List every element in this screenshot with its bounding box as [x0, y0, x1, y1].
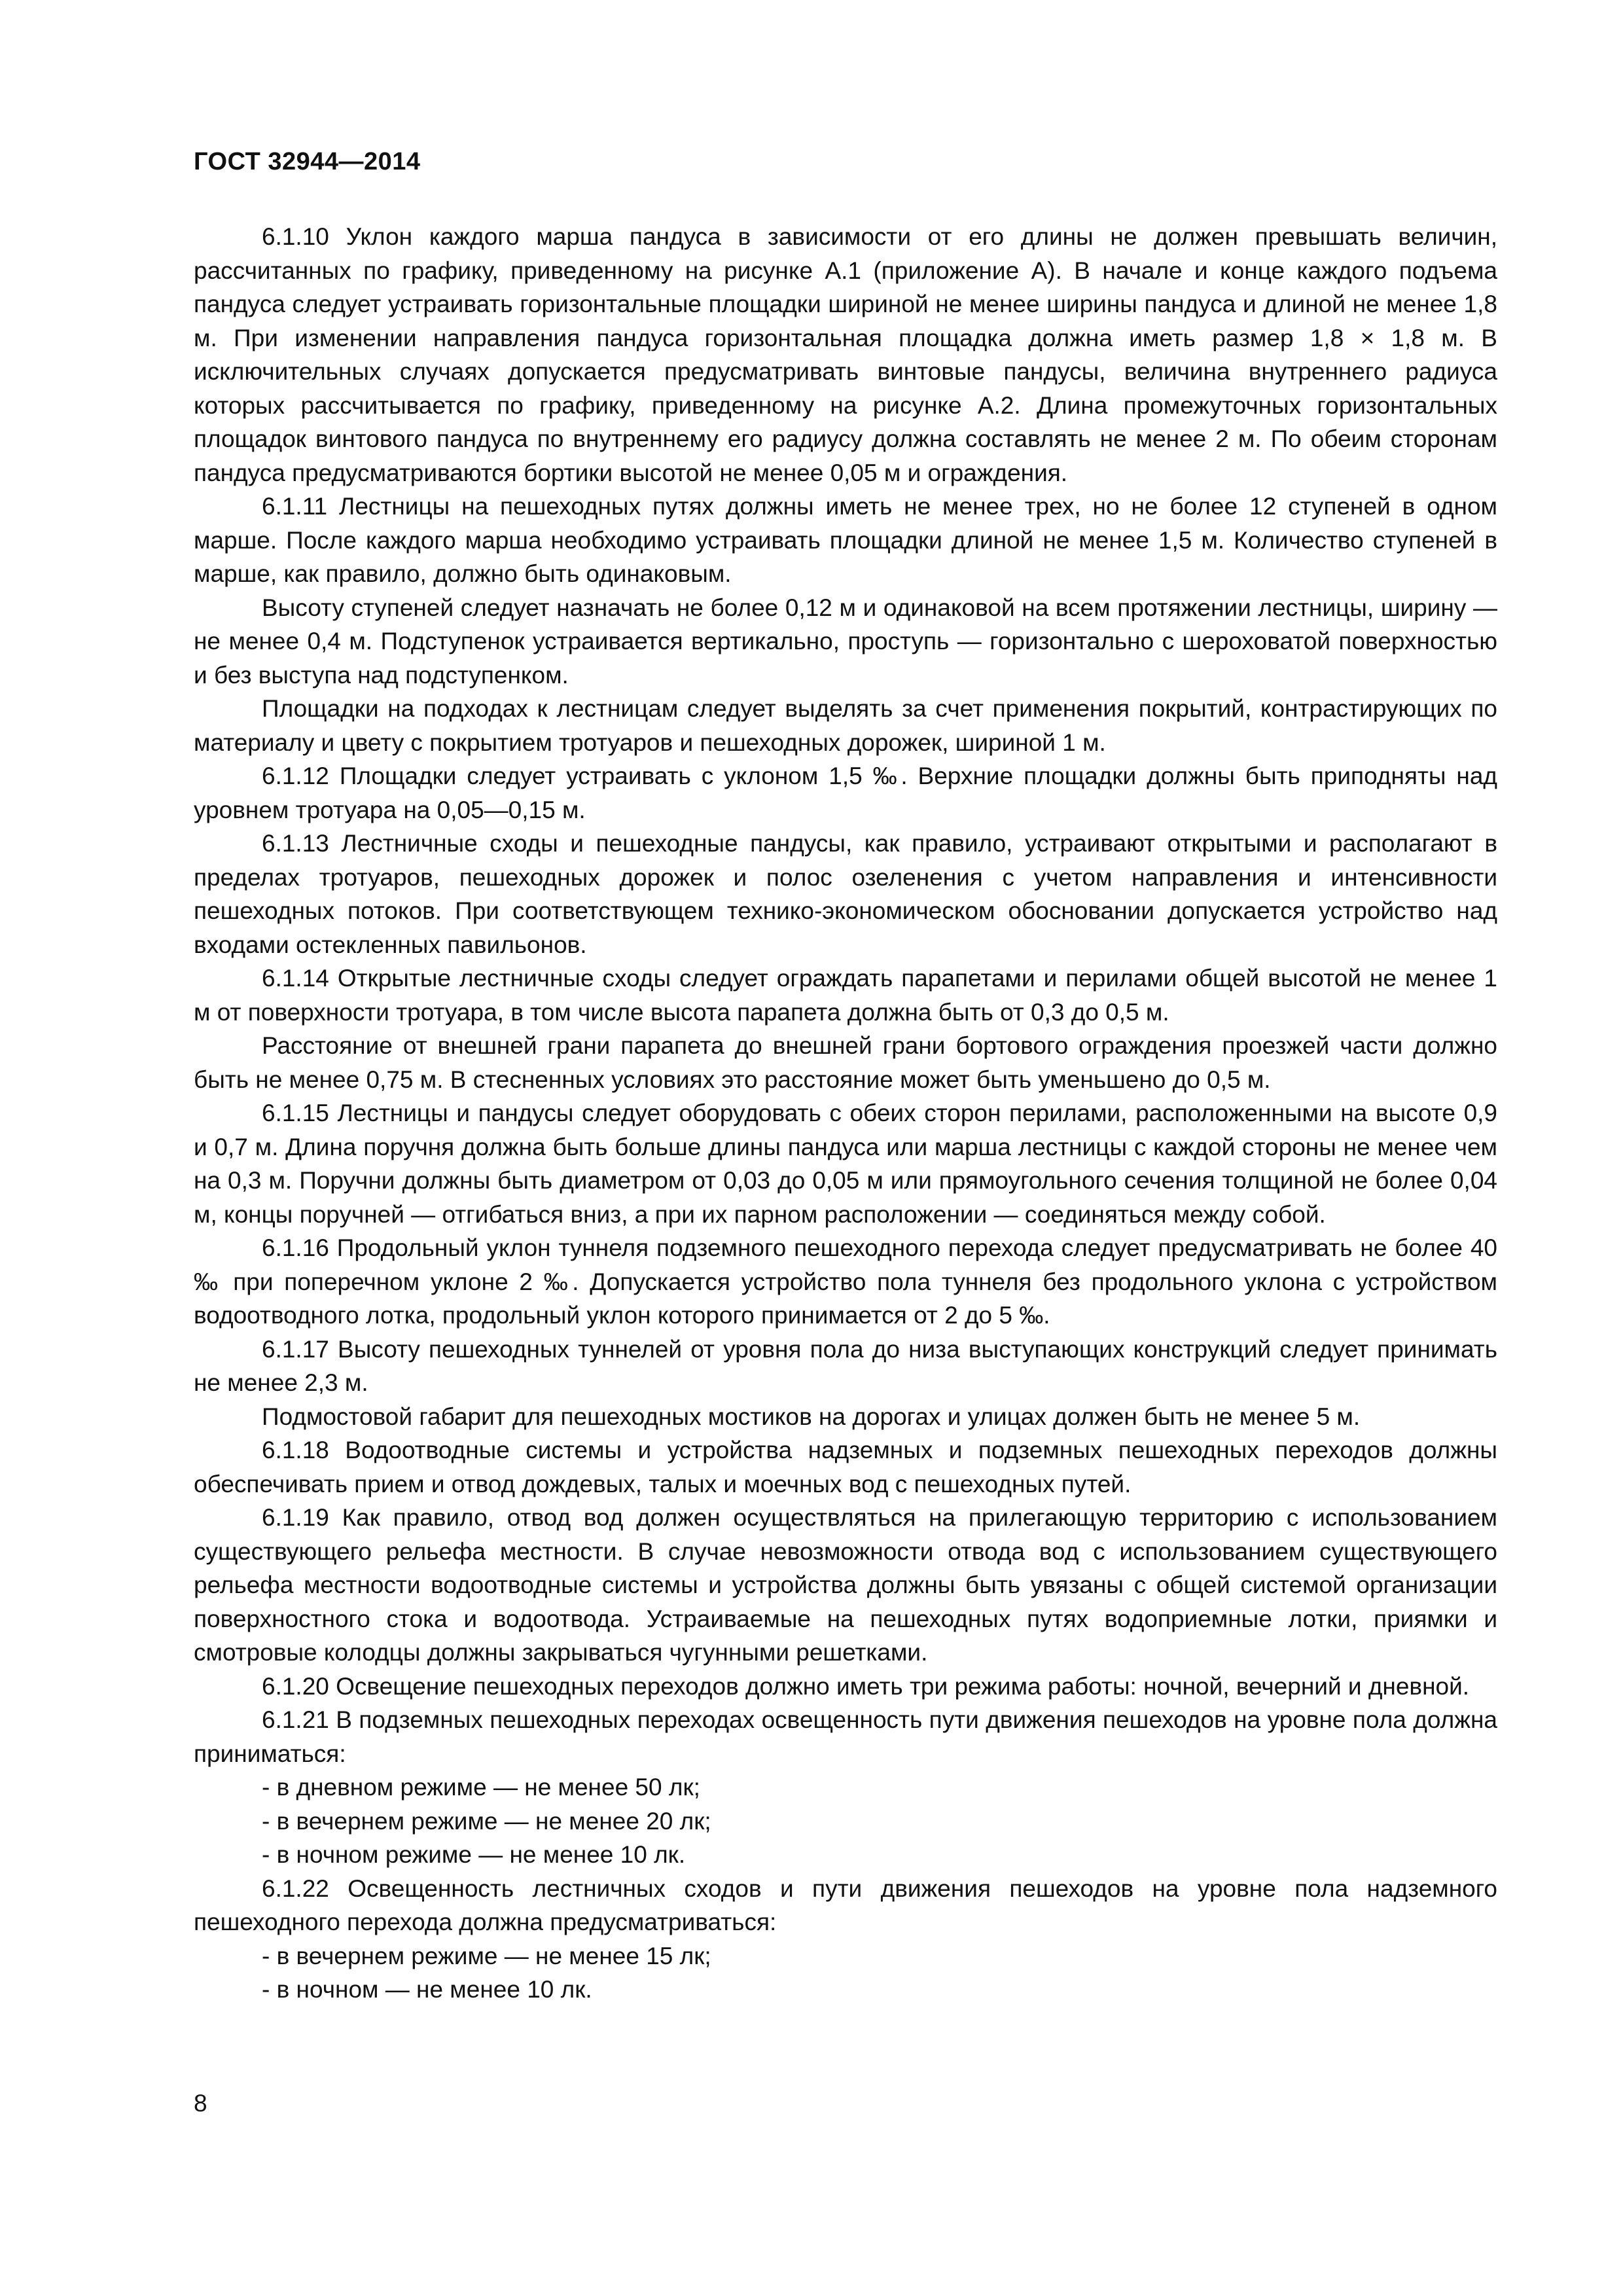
list-item: - в вечернем режиме — не менее 15 лк; [262, 1942, 711, 1969]
paragraph-6-1-11: 6.1.11 Лестницы на пешеходных путях должны иметь не менее трех, но не более 12 ступеней в одном марше. После каждого марша необходимо устраивать площадки длиной не менее 1,5 м. Количество ступеней в марше, как правило, должно быть одинаковым. [194, 493, 1497, 587]
document-header: ГОСТ 32944—2014 [194, 148, 421, 175]
body-text [194, 220, 1497, 2007]
paragraph-6-1-15: 6.1.15 Лестницы и пандусы следует оборудовать с обеих сторон перилами, расположенными на высоте 0,9 и 0,7 м. Длина поручня должна быть больше длины пандуса или марша лестницы с каждой стороны не менее чем на 0,3 м. Поручни должны быть диаметром от 0,03 до 0,05 м или прямоугольного сечения толщиной не более 0,04 м, концы поручней — отгибаться вниз, а при их парном расположении — соединяться между собой. [194, 1100, 1497, 1228]
list-item: - в дневном режиме — не менее 50 лк; [262, 1774, 700, 1801]
paragraph-6-1-19: 6.1.19 Как правило, отвод вод должен осуществляться на прилегающую территорию с использованием существующего рельефа местности. В случае невозможности отвода вод с использованием существующего рельефа местности водоотводные системы и устройства должны быть увязаны с общей системой организации поверхностного стока и водоотвода. Устраиваемые на пешеходных путях водоприемные лотки, приямки и смотровые колодцы должны закрываться чугунными решетками. [194, 1504, 1497, 1666]
paragraph-6-1-12: 6.1.12 Площадки следует устраивать с уклоном 1,5 ‰. Верхние площадки должны быть приподняты над уровнем тротуара на 0,05—0,15 м. [194, 762, 1497, 823]
paragraph: Площадки на подходах к лестницам следует выделять за счет применения покрытий, контрастирующих по материалу и цвету с покрытием тротуаров и пешеходных дорожек, шириной 1 м. [194, 695, 1497, 756]
paragraph-6-1-14: 6.1.14 Открытые лестничные сходы следует ограждать парапетами и перилами общей высотой не менее 1 м от поверхности тротуара, в том числе высота парапета должна быть от 0,3 до 0,5 м. [194, 965, 1497, 1026]
list-item: - в ночном режиме — не менее 10 лк. [262, 1841, 686, 1868]
list-item: - в ночном — не менее 10 лк. [262, 1976, 592, 2003]
paragraph-6-1-22: 6.1.22 Освещенность лестничных сходов и пути движения пешеходов на уровне пола надземного пешеходного перехода должна предусматриваться: [194, 1874, 1497, 1935]
paragraph-6-1-10: 6.1.10 Уклон каждого марша пандуса в зависимости от его длины не должен превышать величин, рассчитанных по графику, приведенному на рисунке А.1 (приложение А). В начале и конце каждого подъема пандуса следует устраивать горизонтальные площадки шириной не менее ширины пандуса и длиной не менее 1,8 м. При изменении направления пандуса горизонтальная площадка должна иметь размер 1,8 × 1,8 м. В исключительных случаях допускается предусматривать винтовые пандусы, величина внутреннего радиуса которых рассчитывается по графику, приведенному на рисунке А.2. Длина промежуточных горизонтальных площадок винтового пандуса по внутреннему его радиусу должна составлять не менее 2 м. По обеим сторонам пандуса предусматриваются бортики высотой не менее 0,05 м и ограждения. [194, 223, 1497, 486]
list-item: - в вечернем режиме — не менее 20 лк; [262, 1807, 711, 1835]
page-number: 8 [194, 2090, 207, 2117]
paragraph: Расстояние от внешней грани парапета до внешней грани бортового ограждения проезжей части должно быть не менее 0,75 м. В стесненных условиях это расстояние может быть уменьшено до 0,5 м. [194, 1032, 1497, 1093]
paragraph-6-1-18: 6.1.18 Водоотводные системы и устройства надземных и подземных пешеходных переходов должны обеспечивать прием и отвод дождевых, талых и моечных вод с пешеходных путей. [194, 1437, 1497, 1498]
paragraph-6-1-17: 6.1.17 Высоту пешеходных туннелей от уровня пола до низа выступающих конструкций следует принимать не менее 2,3 м. [194, 1335, 1497, 1396]
paragraph-6-1-16: 6.1.16 Продольный уклон туннеля подземного пешеходного перехода следует предусматривать не более 40 ‰ при поперечном уклоне 2 ‰. Допускается устройство пола туннеля без продольного уклона с устройством водоотводного лотка, продольный уклон которого принимается от 2 до 5 ‰. [194, 1234, 1497, 1329]
paragraph-6-1-21: 6.1.21 В подземных пешеходных переходах освещенность пути движения пешеходов на уровне пола должна приниматься: [194, 1706, 1497, 1767]
paragraph-6-1-13: 6.1.13 Лестничные сходы и пешеходные пандусы, как правило, устраивают открытыми и располагают в пределах тротуаров, пешеходных дорожек и полос озеленения с учетом направления и интенсивности пешеходных потоков. При соответствующем технико-экономическом обосновании допускается устройство над входами остекленных павильонов. [194, 830, 1497, 958]
paragraph: Подмостовой габарит для пешеходных мостиков на дорогах и улицах должен быть не менее 5 м. [262, 1403, 1361, 1430]
paragraph: Высоту ступеней следует назначать не более 0,12 м и одинаковой на всем протяжении лестницы, ширину — не менее 0,4 м. Подступенок устраивается вертикально, проступь — горизонтально с шероховатой поверхностью и без выступа над подступенком. [194, 594, 1497, 689]
paragraph-6-1-20: 6.1.20 Освещение пешеходных переходов должно иметь три режима работы: ночной, вечерний и дневной. [262, 1672, 1470, 1700]
